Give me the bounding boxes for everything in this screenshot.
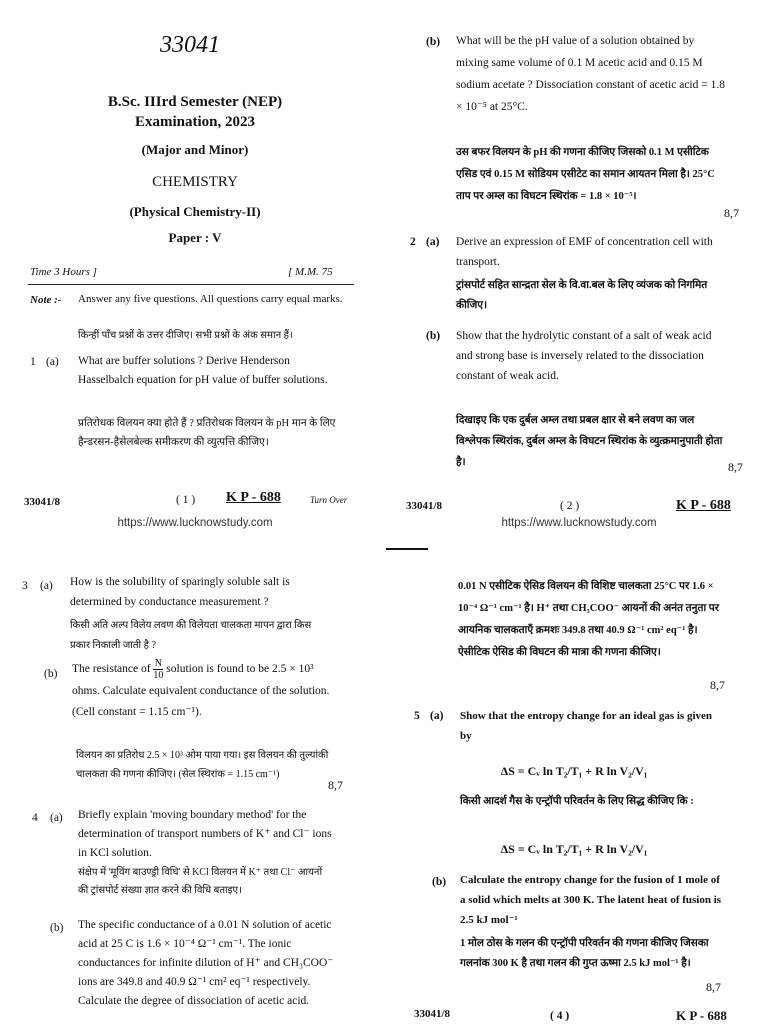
q2-number: 2 (410, 236, 416, 248)
footer-code: 33041/8 (24, 496, 61, 508)
q3b-pre: The resistance of (72, 663, 151, 676)
note-en: Answer any five questions. All questions carry equal marks. (78, 293, 343, 305)
footer-kp: K P - 688 (676, 1008, 727, 1023)
q1b-label: (b) (426, 36, 441, 48)
q3b-hi: विलयन का प्रतिरोध 2.5 × 10³ ओम पाया गया। इस विलयन की तुल्यांकी चालकता की गणना कीजिए। (सेल स्थिरांक = 1.15 cm⁻¹) (76, 750, 329, 780)
q5a-hi: किसी आदर्श गैस के एन्ट्रॉपी परिवर्तन के लिए सिद्ध कीजिए कि : (460, 796, 694, 807)
footer-turn-over: Turn Over (310, 495, 348, 505)
q5a-label: (a) (430, 710, 444, 722)
note-label: Note :- (30, 294, 62, 306)
marks-q3: 8,7 (328, 778, 343, 792)
site-url[interactable]: https://www.lucknowstudy.com (117, 517, 273, 529)
site-url[interactable]: https://www.lucknowstudy.com (501, 517, 657, 529)
page-2 (384, 0, 768, 540)
entropy-equation: ΔS = Cᵥ ln T₂/T₁ + R ln V₂/V₁ (500, 764, 648, 778)
footer-page: ( 4 ) (550, 1010, 570, 1022)
footer-code: 33041/8 (414, 1008, 451, 1020)
q4a-hi: संक्षेप में 'मूविंग बाउण्ड्री विधि' से KCl विलयन में K⁺ तथा Cl⁻ आयनों की ट्रांसपोर्ट संख्या ज्ञात करने की विधि बताइए। (78, 867, 323, 896)
q2b-hi: दिखाइए कि एक दुर्बल अम्ल तथा प्रबल क्षार से बने लवण का जल विश्लेपक स्थिरांक, दुर्बल अम्ल के विघटन स्थिरांक के व्युत्क्रमानुपाती होता है। (456, 415, 723, 468)
footer-page: ( 1 ) (176, 494, 196, 506)
footer-code: 33041/8 (406, 500, 443, 512)
q5b-en: Calculate the entropy change for the fusion of 1 mole of a solid which melts at 300 K. The latent heat of fusion is 2.5 kJ mol⁻¹ (460, 874, 722, 926)
q5b-hi: 1 मोल ठोस के गलन की एन्ट्रॉपी परिवर्तन की गणना कीजिए जिसका गलनांक 300 K है तथा गलन की गुप्त ऊष्मा 2.5 kJ mol⁻¹ है। (460, 938, 709, 969)
q3b-label: (b) (44, 668, 58, 680)
q1a-hi: प्रतिरोधक विलयन क्या होते हैं ? प्रतिरोधक विलयन के pH मान के लिए हैन्डरसन-हैसेलबेल्क समीकरण की व्युत्पत्ति कीजिए। (78, 418, 336, 448)
q5-number: 5 (414, 710, 420, 722)
exam-sub: (Major and Minor) (141, 142, 249, 157)
exam-title: B.Sc. IIIrd Semester (NEP) (107, 94, 283, 110)
marks-q2: 8,7 (728, 460, 743, 474)
q2a-label: (a) (426, 236, 440, 248)
q5b-label: (b) (432, 876, 447, 888)
exam-year: Examination, 2023 (134, 114, 255, 130)
q1-number: 1 (30, 356, 36, 368)
max-marks: [ M.M. 75 (288, 266, 333, 278)
topic: (Physical Chemistry-II) (129, 204, 261, 219)
entropy-equation-hi: ΔS = Cᵥ ln T₂/T₁ + R ln V₂/V₁ (500, 842, 648, 856)
paper-number: Paper : V (168, 230, 222, 245)
fraction-num: N (154, 658, 163, 669)
q4a-en: Briefly explain 'moving boundary method' for the determination of transport numbers of K⁺ and Cl⁻ ions in KCl solution. (78, 809, 332, 859)
divider (28, 284, 354, 285)
footer-page: ( 2 ) (560, 500, 580, 512)
footer-kp: K P - 688 (226, 490, 281, 505)
page-separator (386, 548, 428, 550)
q4b-hi: 0.01 N एसीटिक ऐसिड विलयन की विशिष्ट चालकता 25°C पर 1.6 × 10⁻⁴ Ω⁻¹ cm⁻¹ है। H⁺ तथा CH₃COO⁻ आयनों की अनंत तनुता पर आयनिक चालकताएँ क्रमशः 349.8 तथा 40.9 Ω⁻¹ cm² eq⁻¹ है। ऐसीटिक ऐसिड की विघटन की मात्रा की गणना कीजिए। (458, 581, 720, 658)
q2a-en: Derive an expression of EMF of concentration cell with transport. (456, 236, 713, 268)
page-4 (384, 560, 768, 1024)
q4b-en: The specific conductance of a 0.01 N solution of acetic acid at 25 C is 1.6 × 10⁻⁴ Ω⁻¹ cm⁻¹. The ionic conductances for infinite dilution of H⁺ and CH₃COO⁻ ions are 349.8 and 40.9 Ω⁻¹ cm² eq⁻¹ respectively. Calculate the degree of dissociation of acetic acid. (78, 919, 334, 1007)
q4-number: 4 (32, 812, 38, 824)
note-hi: किन्हीं पाँच प्रश्नों के उत्तर दीजिए। सभी प्रश्नों के अंक समान हैं। (78, 330, 293, 341)
q2b-label: (b) (426, 330, 441, 342)
q3b-post: solution is found to be 2.5 × 10³ ohms. Calculate equivalent conductance of the solution. (Cell constant = 1.15 cm⁻¹). (72, 663, 330, 718)
q1a-label: (a) (46, 356, 59, 368)
q1a-en: What are buffer solutions ? Derive Henderson Hasselbalch equation for pH value of buffer solutions. (78, 355, 328, 386)
footer-kp: K P - 688 (676, 498, 731, 513)
time-label: Time 3 Hours ] (30, 266, 97, 278)
q3a-en: How is the solubility of sparingly soluble salt is determined by conductance measurement ? (70, 576, 290, 608)
q4a-label: (a) (50, 812, 63, 824)
q3-number: 3 (22, 580, 28, 592)
fraction-den: 10 (153, 670, 164, 681)
q3b-text (72, 658, 332, 723)
marks-q1: 8,7 (724, 206, 739, 220)
q1b-hi: उस बफर विलयन के pH की गणना कीजिए जिसको 0.1 M एसीटिक एसिड एवं 0.15 M सोडियम एसीटेट का समान आयतन मिला है। 25°C ताप पर अम्ल का विघटन स्थिरांक = 1.8 × 10⁻⁵। (456, 147, 715, 202)
q3a-hi: किसी अति अल्प विलेय लवण की विलेयता चालकता मापन द्वारा किस प्रकार निकाली जाती है ? (70, 620, 312, 651)
marks-q5: 8,7 (706, 980, 721, 994)
paper-code: 33041 (160, 32, 220, 58)
q5a-en: Show that the entropy change for an ideal gas is given by (460, 710, 713, 742)
page-1 (0, 0, 384, 540)
marks-q4: 8,7 (710, 678, 725, 692)
q1b-en: What will be the pH value of a solution obtained by mixing same volume of 0.1 M acetic acid and 0.15 M sodium acetate ? Dissociation constant of acetic acid = 1.8 × 10⁻⁵ at 25°C. (456, 35, 725, 113)
q4b-label: (b) (50, 922, 64, 934)
fraction-n-10 (153, 658, 163, 681)
q2a-hi: ट्रांसपोर्ट सहित सान्द्रता सेल के वि.वा.बल के लिए व्यंजक को निगमित कीजिए। (456, 280, 708, 311)
q3a-label: (a) (40, 580, 53, 592)
page-3 (0, 560, 384, 1024)
q2b-en: Show that the hydrolytic constant of a salt of weak acid and strong base is inversely related to the dissociation constant of weak acid. (456, 330, 712, 382)
subject: CHEMISTRY (152, 174, 238, 190)
